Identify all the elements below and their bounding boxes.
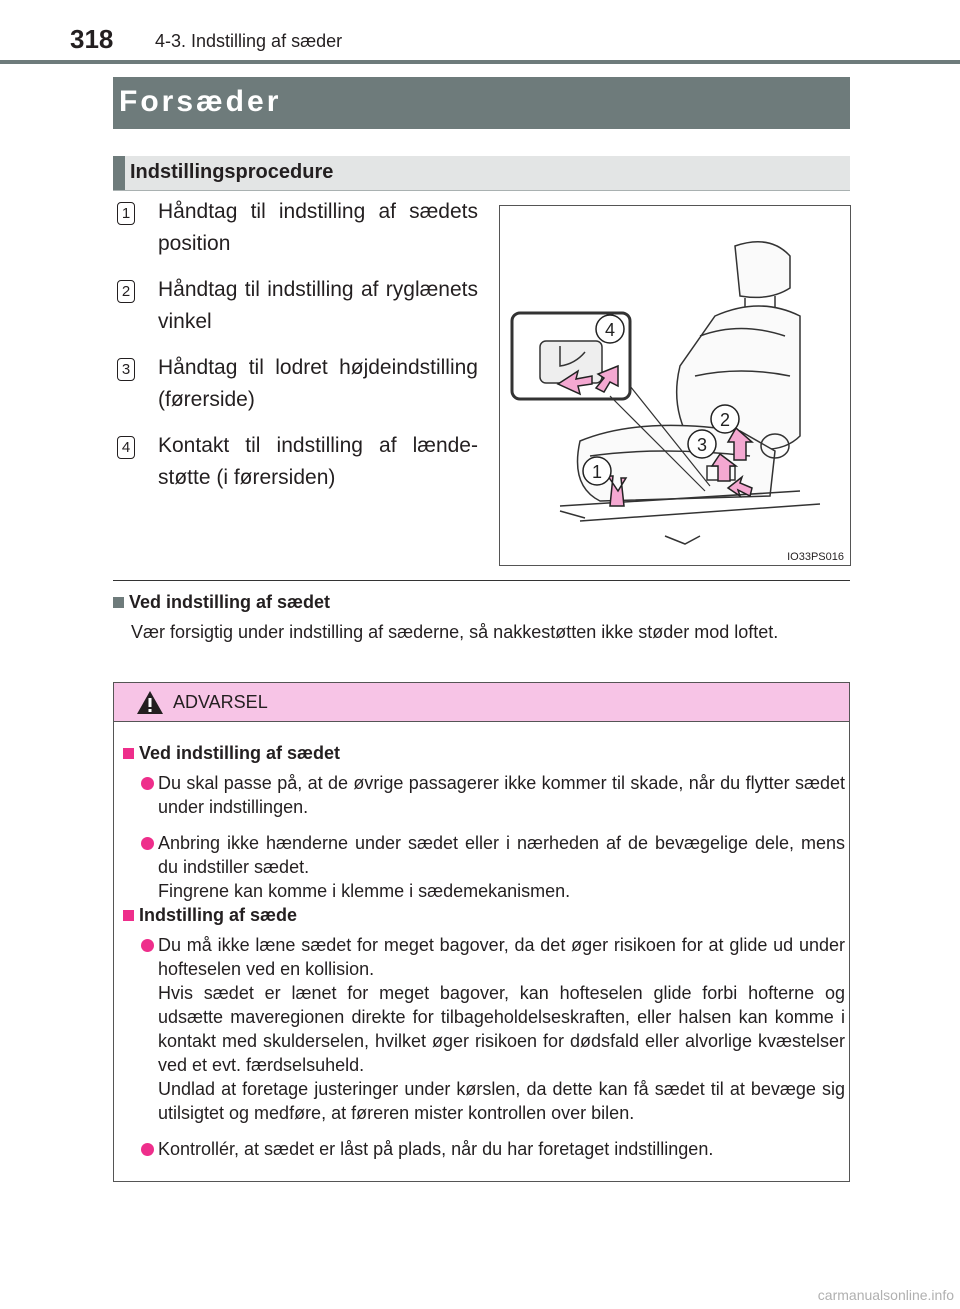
item-number: 1 [117,202,135,225]
title-bar [113,77,850,129]
warning-bullet-text: Du skal passe på, at de øvrige passagerer ikke kommer til skade, når du flytter sædet under indstillingen. [158,773,845,817]
subtitle-bar [113,156,850,191]
warning-bullet-text: Kontrollér, at sædet er låst på plads, når du har foretaget indstillingen. [158,1139,714,1159]
callout-label: 4 [604,320,616,340]
divider [113,580,850,581]
warning-header [114,683,849,722]
item-text: Håndtag til indstilling af sædets position [158,200,478,255]
warning-section [123,741,845,903]
watermark: carmanualsonline.info [817,1287,954,1303]
warning-bullet-text: Anbring ikke hænderne under sædet eller i nærheden af de bevægelige dele, mens du indstiller sædet. Fingrene kan komme i klemme i sædemekanismen. [158,833,845,901]
figure-code: IO33PS016 [787,551,844,563]
warning-triangle-icon [136,690,164,715]
warning-bullet [123,771,845,819]
callout-label: 3 [696,435,708,455]
dot-bullet-icon [141,1143,154,1156]
square-bullet-icon [123,748,134,759]
square-bullet-icon [123,910,134,921]
header-rule [0,60,960,64]
warning-section-heading [123,741,845,765]
note-text: Vær forsigtig under indstilling af sæderne, så nakkestøtten ikke støder mod loftet. [131,622,779,642]
warning-section-heading [123,903,845,927]
item-text: Kontakt til indstilling af lændestøtte (i førersiden) [158,434,478,489]
warning-bullet [123,1137,845,1161]
dot-bullet-icon [141,837,154,850]
warning-bullet-text: Du må ikke læne sædet for meget bagover, da det øger risikoen for at glide ud under hofteselen ved en kollision. Hvis sædet er lænet for meget bagover, kan hofteselen glide forbi hofterne og udsætte maveregionen direkte for tilbageholdelseskraften, eller halsen kan komme i kontakt med skulderselen, hvilket øger risikoen for dødsfald eller alvorlige kvæstelser ved et evt. færdselsuheld. Undlad at foretage justeringer under kørslen, da dette kan få sædet til at bevæge sig utilsigtet og medføre, at føreren mister kontrollen over bilen. [158,935,845,1123]
list-item [113,430,478,494]
dot-bullet-icon [141,939,154,952]
callout-label: 2 [719,410,731,430]
item-list [113,196,478,508]
seat-illustration [500,206,850,565]
list-item [113,274,478,338]
dot-bullet-icon [141,777,154,790]
item-number: 4 [117,436,135,459]
section-reference: 4-3. Indstilling af sæder [155,31,343,51]
callout-label: 1 [591,462,603,482]
item-number: 3 [117,358,135,381]
page-title: Forsæder [119,85,282,118]
subtitle-accent [113,156,125,190]
item-text: Håndtag til indstilling af ryglænets vinkel [158,278,478,333]
warning-heading-text: Ved indstilling af sædet [139,743,341,763]
list-item [113,196,478,260]
warning-section [123,903,845,1161]
note-heading-text: Ved indstilling af sædet [129,592,331,612]
warning-bullet [123,933,845,1125]
item-text: Håndtag til lodret højdeindstilling (førerside) [158,356,478,411]
square-bullet-icon [113,597,124,608]
list-item [113,352,478,416]
subtitle: Indstillingsprocedure [130,161,334,183]
warning-bullet [123,831,845,903]
warning-box [113,682,850,1182]
warning-label: ADVARSEL [173,692,268,712]
page-number: 318 [70,24,114,54]
note-heading [113,592,330,613]
warning-heading-text: Indstilling af sæde [139,905,298,925]
item-number: 2 [117,280,135,303]
seat-figure [499,205,851,566]
